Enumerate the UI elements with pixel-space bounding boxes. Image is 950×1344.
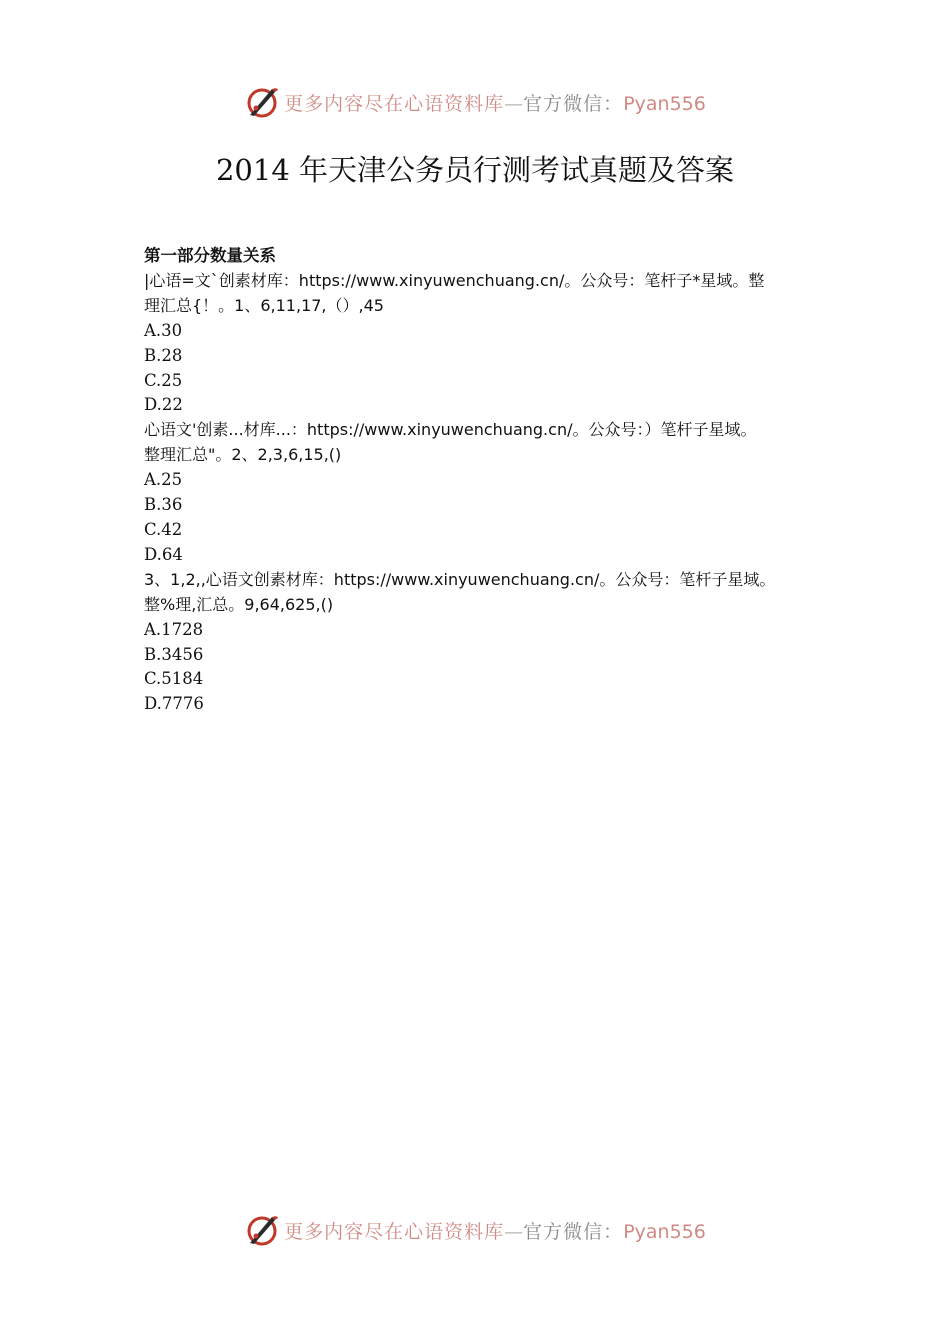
question-3-line-2: 整%理,汇总。9,64,625,() xyxy=(144,594,334,614)
question-3-option-c: C.5184 xyxy=(144,669,204,689)
header-tagline: 更多内容尽在心语资料库 xyxy=(284,92,505,115)
footer-dash: — xyxy=(504,1220,524,1243)
header-wechat-label: 官方微信： xyxy=(523,92,624,115)
question-3-line-1: 3、1,2,,心语文创素材库：https://www.xinyuwenchuang.cn/。公众号：笔杆子星域。 xyxy=(144,569,776,589)
quill-pen-logo-icon xyxy=(244,84,280,120)
footer-banner-content xyxy=(244,1212,706,1248)
question-1-option-b: B.28 xyxy=(144,345,183,365)
header-banner xyxy=(0,82,950,122)
question-1-line-2: 理汇总{！。1、6,11,17,（）,45 xyxy=(144,295,384,315)
footer-banner-text xyxy=(284,1217,706,1244)
document-title: 2014 年天津公务员行测考试真题及答案 xyxy=(215,153,735,187)
footer-wechat-handle: Pyan556 xyxy=(623,1220,706,1243)
document-body xyxy=(144,244,824,717)
header-dash: — xyxy=(504,92,524,115)
footer-tagline: 更多内容尽在心语资料库 xyxy=(284,1220,505,1243)
question-3 xyxy=(144,568,824,717)
section-heading: 第一部分数量关系 xyxy=(144,246,276,265)
question-1-line-1: |心语=文`创素材库：https://www.xinyuwenchuang.cn/。公众号：笔杆子*星域。整 xyxy=(144,270,765,290)
footer-banner xyxy=(0,1210,950,1250)
question-1-option-a: A.30 xyxy=(144,320,183,340)
question-3-option-b: B.3456 xyxy=(144,644,204,664)
question-1-option-d: D.22 xyxy=(144,395,183,415)
question-3-option-d: D.7776 xyxy=(144,694,204,714)
question-2 xyxy=(144,418,824,567)
question-2-line-1: 心语文'创素...材库...：https://www.xinyuwenchuang.cn/。公众号：）笔杆子星域。 xyxy=(144,420,757,440)
header-wechat-handle: Pyan556 xyxy=(623,92,706,115)
question-2-option-a: A.25 xyxy=(144,470,183,490)
header-banner-content xyxy=(244,84,706,120)
question-1-option-c: C.25 xyxy=(144,370,183,390)
question-1 xyxy=(144,269,824,418)
question-3-option-a: A.1728 xyxy=(144,619,204,639)
footer-wechat-label: 官方微信： xyxy=(523,1220,624,1243)
question-2-line-2: 整理汇总"。2、2,3,6,15,() xyxy=(144,445,342,465)
header-banner-text xyxy=(284,89,706,116)
question-2-option-b: B.36 xyxy=(144,495,183,515)
question-2-option-d: D.64 xyxy=(144,544,183,564)
question-2-option-c: C.42 xyxy=(144,519,183,539)
quill-pen-logo-icon xyxy=(244,1212,280,1248)
